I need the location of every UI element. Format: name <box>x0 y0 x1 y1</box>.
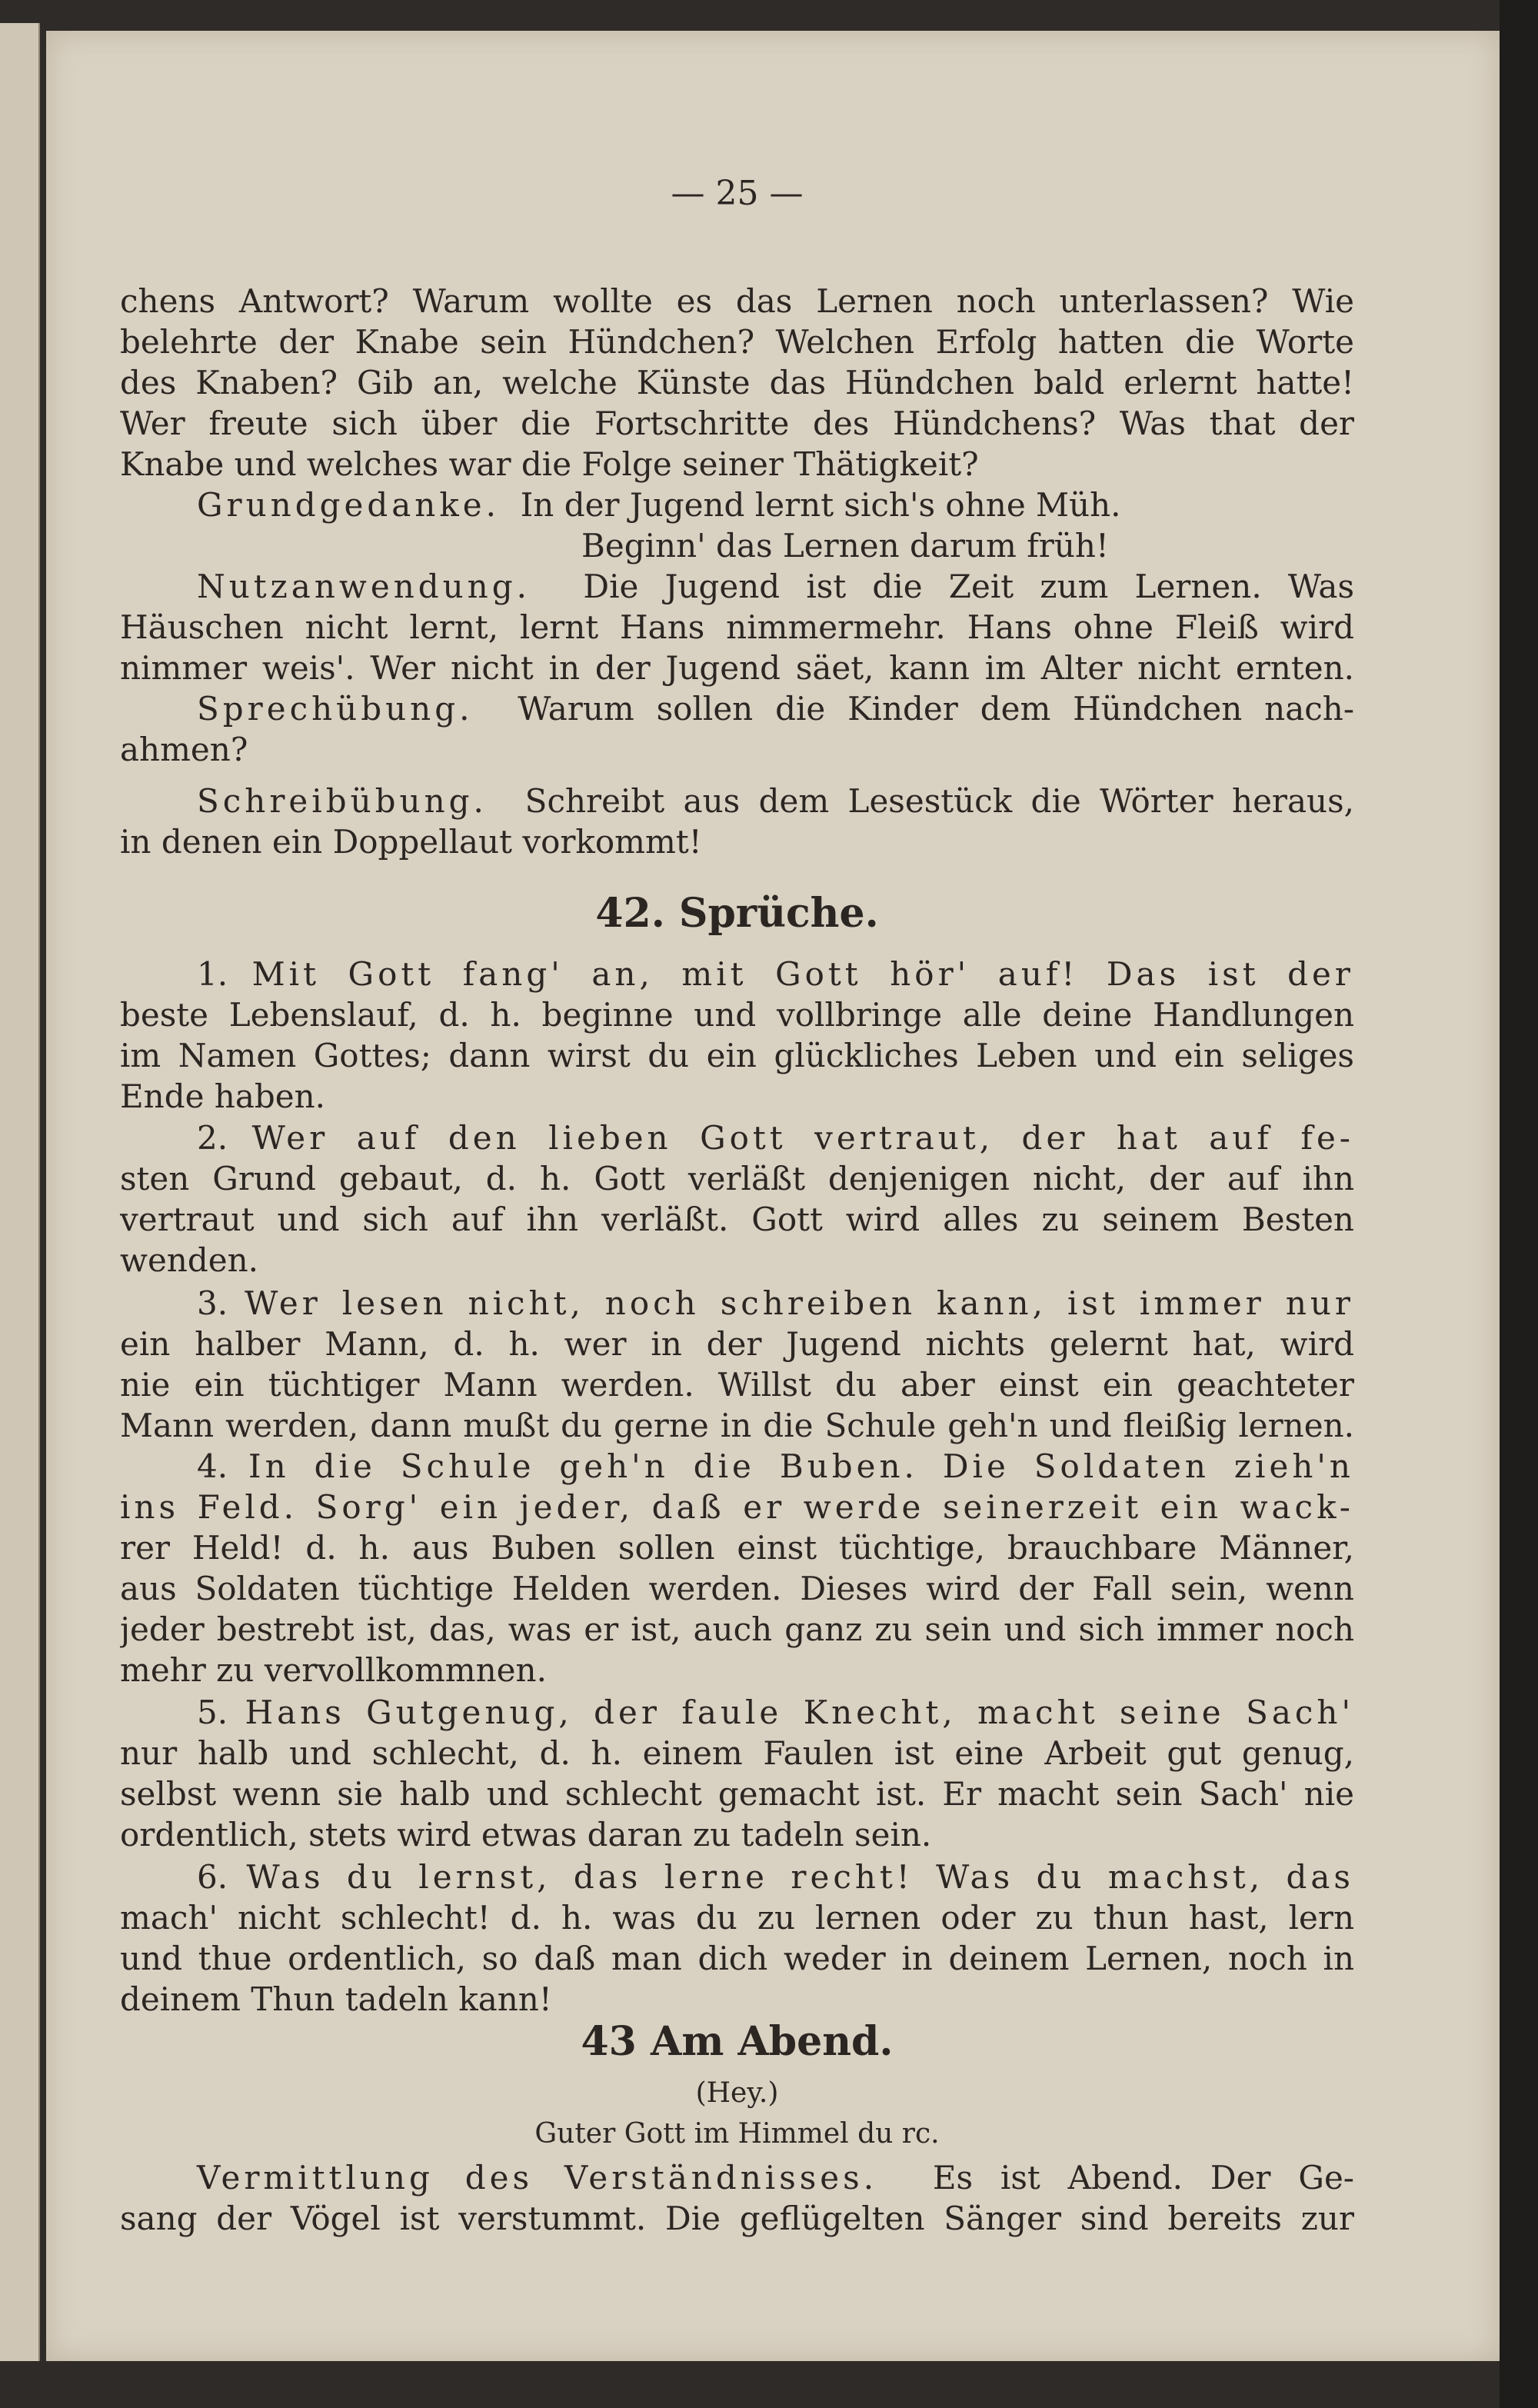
sprechuebung <box>120 688 1354 770</box>
text-line: ordentlich, stets wird etwas daran zu tadeln sein. <box>120 1816 932 1853</box>
saying-lead: Wer lesen nicht, noch schreiben kann, ist immer nur <box>245 1284 1354 1322</box>
text-line <box>120 485 1354 525</box>
text-line <box>120 1117 1354 1158</box>
vermittlung-label: Vermittlung des Verständnisses. <box>197 2159 878 2197</box>
text-line: ins Feld. Sorg' ein jeder, daß er werde seinerzeit ein wack- <box>120 1488 1354 1526</box>
text-line <box>120 954 1354 994</box>
left-page-edge <box>0 23 40 2361</box>
text-line: Knabe und welches war die Folge seiner Thätigkeit? <box>120 445 979 483</box>
text-line: Ende haben. <box>120 1077 326 1115</box>
section-42-title: 42. Sprüche. <box>595 890 879 937</box>
saying-number: 2. <box>197 1119 228 1157</box>
text-line: rer Held! d. h. aus Buben sollen einst tüchtige, brauchbare Männer, <box>120 1529 1354 1567</box>
book-page <box>46 31 1500 2361</box>
nutzanwendung-text: Die Jugend ist die Zeit zum Lernen. Was <box>583 568 1354 605</box>
section-43-title: 43 Am Abend. <box>581 2018 894 2065</box>
schreibuebung <box>120 781 1354 862</box>
text-line: in denen ein Doppellaut vorkommt! <box>120 823 702 861</box>
author-credit <box>120 2073 1354 2154</box>
text-line: ein halber Mann, d. h. wer in der Jugend nichts gelernt hat, wird <box>120 1325 1354 1363</box>
author: (Hey.) <box>695 2077 779 2109</box>
saying-lead: In die Schule geh'n die Buben. Die Soldaten zieh'n <box>248 1447 1354 1485</box>
saying-lead: Hans Gutgenug, der faule Knecht, macht seine Sach' <box>245 1694 1354 1731</box>
sprechuebung-label: Sprechübung. <box>197 690 474 728</box>
text-line <box>120 566 1354 607</box>
saying-number: 6. <box>197 1858 228 1896</box>
page-number: — 25 — <box>671 174 804 213</box>
text-line <box>120 1446 1354 1487</box>
text-line: belehrte der Knabe sein Hündchen? Welchen Erfolg hatten die Worte <box>120 323 1354 361</box>
text-line: Häuschen nicht lernt, lernt Hans nimmermehr. Hans ohne Fleiß wird <box>120 608 1354 646</box>
text-line: beste Lebenslauf, d. h. beginne und vollbringe alle deine Handlungen <box>120 996 1354 1034</box>
text-line <box>120 1692 1354 1733</box>
saying-lead: Wer auf den lieben Gott vertraut, der hat auf fe- <box>251 1119 1354 1157</box>
saying-3 <box>120 1283 1354 1446</box>
saying-number: 5. <box>197 1694 228 1731</box>
saying-lead: Mit Gott fang' an, mit Gott hör' auf! Das ist der <box>251 955 1354 993</box>
text-line: mehr zu vervollkommnen. <box>120 1651 547 1689</box>
saying-4 <box>120 1446 1354 1690</box>
intro-paragraph <box>120 281 1354 485</box>
saying-lead: Was du lernst, das lerne recht! Was du machst, das <box>246 1858 1354 1896</box>
text-line: im Namen Gottes; dann wirst du ein glückliches Leben und ein seliges <box>120 1037 1354 1074</box>
text-line: sang der Vögel ist verstummt. Die geflügelten Sänger sind bereits zur <box>120 2200 1354 2237</box>
grundgedanke <box>120 485 1354 566</box>
text-line: Mann werden, dann mußt du gerne in die Schule geh'n und fleißig lernen. <box>120 1407 1354 1444</box>
schreibuebung-label: Schreibübung. <box>197 782 488 820</box>
saying-number: 4. <box>197 1447 228 1485</box>
schreibuebung-text: Schreibt aus dem Lesestück die Wörter heraus, <box>524 782 1354 820</box>
text-line <box>120 781 1354 821</box>
text-line <box>120 1283 1354 1324</box>
book-cover-edge <box>1500 0 1538 2408</box>
saying-1 <box>120 954 1354 1117</box>
melody-note: Guter Gott im Himmel du rc. <box>534 2118 940 2150</box>
text-line: nie ein tüchtiger Mann werden. Willst du aber einst ein geachteter <box>120 1366 1354 1404</box>
saying-number: 1. <box>197 955 228 993</box>
text-line: nimmer weis'. Wer nicht in der Jugend säet, kann im Alter nicht ernten. <box>120 649 1354 687</box>
saying-2 <box>120 1117 1354 1281</box>
text-line: chens Antwort? Warum wollte es das Lernen noch unterlassen? Wie <box>120 282 1354 320</box>
text-line: vertraut und sich auf ihn verläßt. Gott wird alles zu seinem Besten <box>120 1201 1354 1238</box>
text-line: selbst wenn sie halb und schlecht gemacht ist. Er macht sein Sach' nie <box>120 1775 1354 1813</box>
text-line: deinem Thun tadeln kann! <box>120 1980 552 2018</box>
nutzanwendung-label: Nutzanwendung. <box>197 568 531 605</box>
text-line: sten Grund gebaut, d. h. Gott verläßt denjenigen nicht, der auf ihn <box>120 1160 1354 1197</box>
text-line: jeder bestrebt ist, das, was er ist, auch ganz zu sein und sich immer noch <box>120 1610 1354 1648</box>
text-line <box>120 688 1354 729</box>
text-line: mach' nicht schlecht! d. h. was du zu lernen oder zu thun hast, lern <box>120 1899 1354 1937</box>
sprechuebung-text: Warum sollen die Kinder dem Hündchen nach- <box>518 690 1354 728</box>
text-line: des Knaben? Gib an, welche Künste das Hündchen bald erlernt hatte! <box>120 364 1354 401</box>
vermittlung-text: Es ist Abend. Der Ge- <box>932 2159 1354 2197</box>
saying-5 <box>120 1692 1354 1855</box>
text-line: und thue ordentlich, so daß man dich weder in deinem Lernen, noch in <box>120 1940 1354 1977</box>
nutzanwendung <box>120 566 1354 688</box>
text-line: nur halb und schlecht, d. h. einem Faulen ist eine Arbeit gut genug, <box>120 1734 1354 1772</box>
saying-number: 3. <box>197 1284 228 1322</box>
text-line <box>120 2157 1354 2198</box>
vermittlung <box>120 2157 1354 2239</box>
text-line <box>120 1857 1354 1897</box>
grundgedanke-text: In der Jugend lernt sich's ohne Müh. <box>520 486 1121 524</box>
grundgedanke-label: Grundgedanke. <box>197 486 500 524</box>
text-line: aus Soldaten tüchtige Helden werden. Dieses wird der Fall sein, wenn <box>120 1570 1354 1607</box>
text-line: Wer freute sich über die Fortschritte des Hündchens? Was that der <box>120 405 1354 442</box>
saying-6 <box>120 1857 1354 2020</box>
text-line: wenden. <box>120 1241 258 1279</box>
text-line: Beginn' das Lernen darum früh! <box>581 527 1109 565</box>
text-line: ahmen? <box>120 731 248 768</box>
